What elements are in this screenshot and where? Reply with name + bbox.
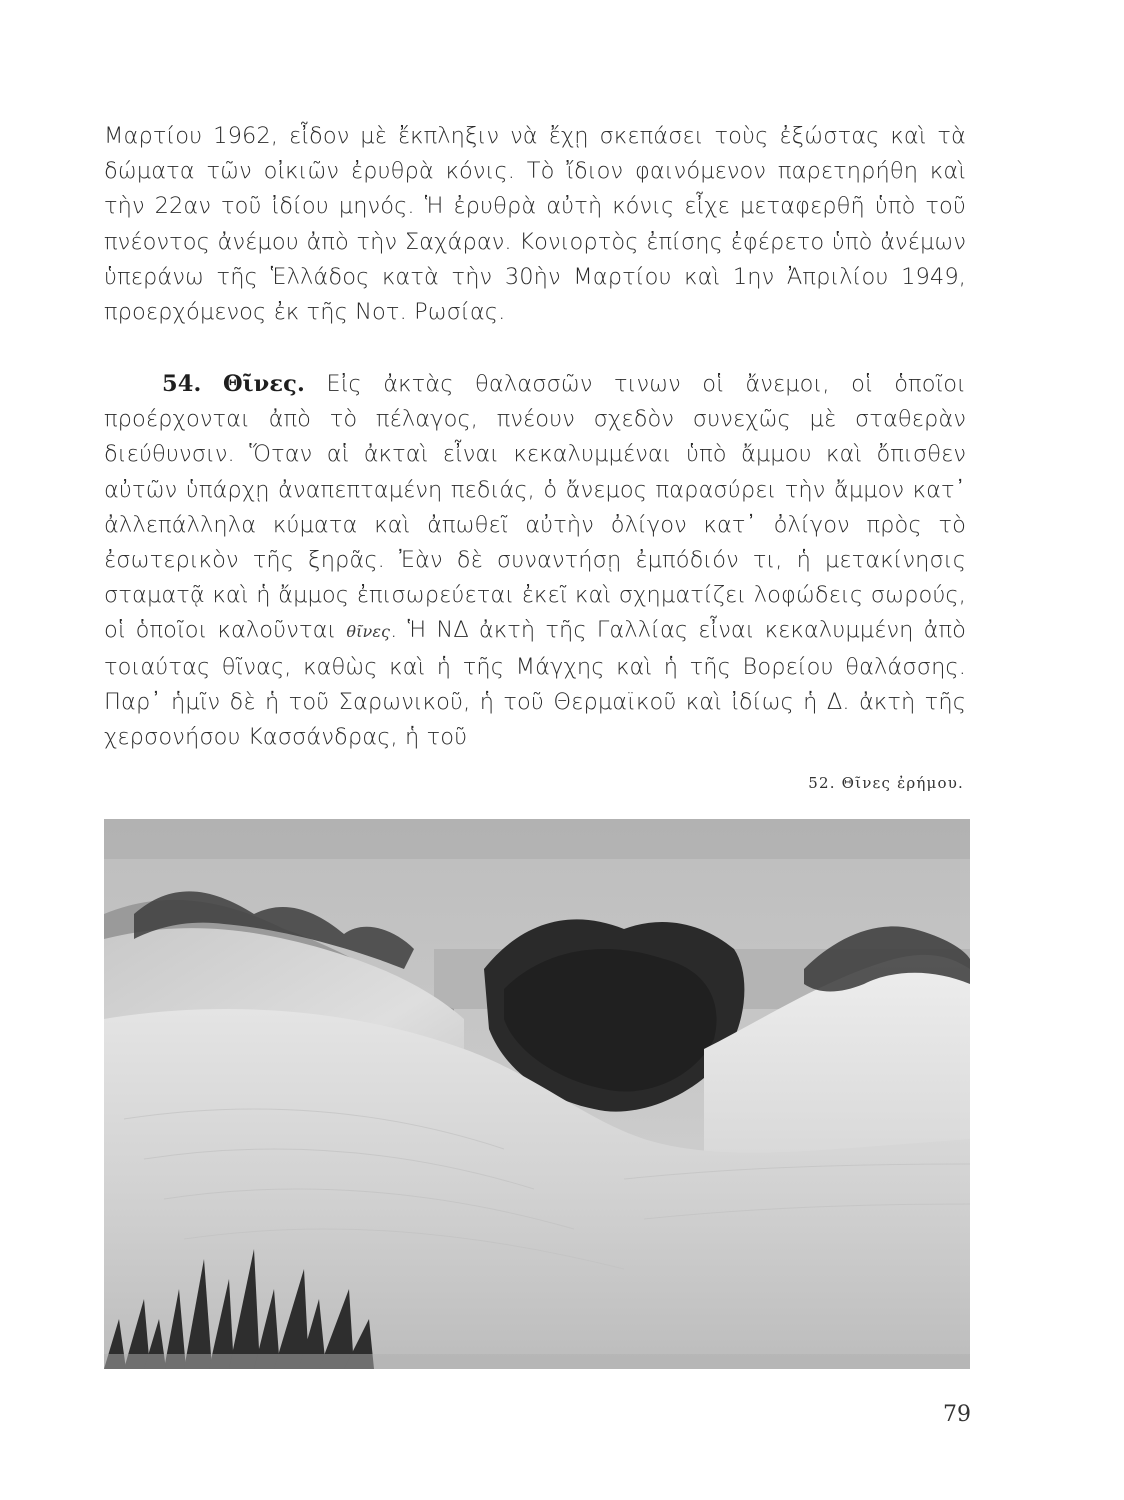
dunes-photo-drawing [104,819,970,1369]
paragraph-dust-text: Μαρτίου 1962, εἶδον μὲ ἔκπληξιν νὰ ἔχῃ σκεπάσει τοὺς ἐξώστας καὶ τὰ δώματα τῶν οἰκιῶν ἐρυθρὰ κόνις. Τὸ ἴδιον φαινόμενον παρετηρήθη καὶ τὴν 22αν τοῦ ἰδίου μηνός. Ἡ ἐρυθρὰ αὐτὴ κόνις εἶχε μεταφερθῆ ὑπὸ τοῦ πνέοντος ἀνέμου ἀπὸ τὴν Σαχάραν. Κονιορτὸς ἐπίσης ἐφέρετο ὑπὸ ἀνέμων ὑπεράνω τῆς Ἑλλάδος κατὰ τὴν 30ὴν Μαρτίου καὶ 1ην Ἀπριλίου 1949, προερχόμενος ἐκ τῆς Νοτ. Ρωσίας. [104,123,966,326]
paragraph-dunes-text-2: . Ἡ ΝΔ ἀκτὴ τῆς Γαλλίας εἶναι κεκαλυμμένη ἀπὸ τοιαύτας θῖνας, καθὼς καὶ ἡ τῆς Μάγχης καὶ ἡ τῆς Βορείου θαλάσσης. Παρ᾽ ἡμῖν δὲ ἡ τοῦ Σαρωνικοῦ, ἡ τοῦ Θερμαϊκοῦ καὶ ἰδίως ἡ Δ. ἀκτὴ τῆς χερσονήσου Κασσάνδρας, ἡ τοῦ [104,617,966,751]
paragraph-dunes [104,367,966,755]
paragraph-dust [104,119,966,330]
italic-term: θῖνες [346,622,391,642]
dunes-photograph [104,819,970,1369]
page-number: 79 [943,1402,971,1427]
section-number: 54. [162,371,202,397]
section-title: Θῖνες. [222,371,305,397]
paragraph-dunes-text-1: Εἰς ἀκτὰς θαλασσῶν τινων οἱ ἄνεμοι, οἱ ὁποῖοι προέρχονται ἀπὸ τὸ πέλαγος, πνέουν σχεδὸν συνεχῶς μὲ σταθερὰν διεύθυνσιν. Ὅταν αἱ ἀκταὶ εἶναι κεκαλυμμέναι ὑπὸ ἄμμου καὶ ὄπισθεν αὐτῶν ὑπάρχῃ ἀναπεπταμένη πεδιάς, ὁ ἄνεμος παρασύρει τὴν ἄμμον κατ᾽ ἀλλεπάλληλα κύματα καὶ ἀπωθεῖ αὐτὴν ὀλίγον κατ᾽ ὀλίγον πρὸς τὸ ἐσωτερικὸν τῆς ξηρᾶς. Ἐὰν δὲ συναντήσῃ ἐμπόδιόν τι, ἡ μετακίνησις σταματᾷ καὶ ἡ ἄμμος ἐπισωρεύεται ἐκεῖ καὶ σχηματίζει λοφώδεις σωρούς, οἱ ὁποῖοι καλοῦνται [104,371,966,644]
figure-caption: 52. Θῖνες ἐρήμου. [808,774,964,792]
